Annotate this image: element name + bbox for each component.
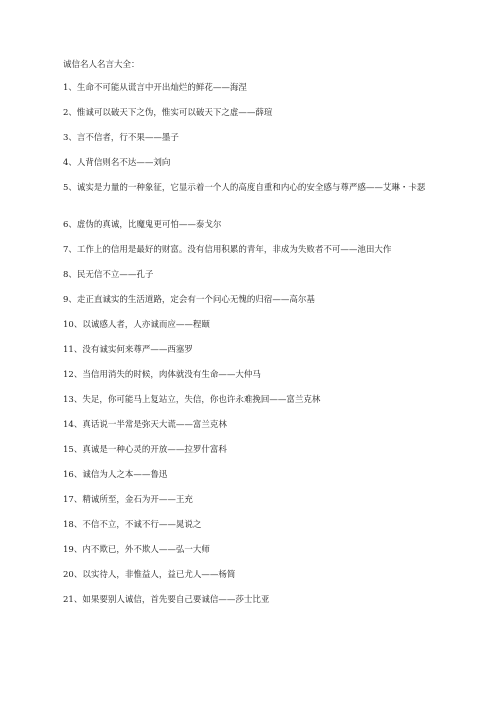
quote-item: 2、惟诚可以破天下之伪，惟实可以破天下之虚——薛瑄: [63, 108, 273, 118]
quote-list: [63, 82, 443, 619]
quote-item: 11、没有诚实何来尊严——西塞罗: [63, 345, 193, 355]
quote-item: 13、失足，你可能马上复站立，失信，你也许永难挽回——富兰克林: [63, 395, 321, 405]
quote-item: 19、内不欺已，外不欺人——弘一大师: [63, 545, 210, 555]
quote-item: 10、以诚感人者，人亦诚而应——程颐: [63, 320, 210, 330]
quote-item: 9、走正直诚实的生活道路，定会有一个问心无愧的归宿——高尔基: [63, 295, 315, 305]
quote-item: 12、当信用消失的时候，肉体就没有生命——大仲马: [63, 370, 261, 380]
document-title: 诚信名人名言大全：: [63, 60, 140, 70]
quote-item: 21、如果要别人诚信，首先要自己要诚信——莎士比亚: [63, 595, 270, 605]
quote-item: 14、真话说一半常是弥天大谎——富兰克林: [63, 420, 227, 430]
quote-item: 6、虚伪的真诚，比魔鬼更可怕——泰戈尔: [63, 220, 222, 230]
quote-item: 15、真诚是一种心灵的开放——拉罗什富科: [63, 445, 227, 455]
quote-item: 3、言不信者，行不果——墨子: [63, 133, 179, 143]
quote-item: 5、诚实是力量的一种象征，它显示着一个人的高度自重和内心的安全感与尊严感——艾琳・卡瑟: [63, 183, 426, 193]
quote-item: 8、民无信不立——孔子: [63, 270, 154, 280]
quote-item: 4、人背信则名不达——刘向: [63, 158, 171, 168]
quote-item: 17、精诚所至，金石为开——王充: [63, 495, 193, 505]
quote-item: 7、工作上的信用是最好的财富。没有信用积累的青年，非成为失败者不可——池田大作: [63, 245, 392, 255]
quote-item: 20、以实待人，非惟益人，益已尤人——杨简: [63, 570, 236, 580]
quote-item: 18、不信不立，不诚不行——晁说之: [63, 520, 202, 530]
quote-item: 16、诚信为人之本——鲁迅: [63, 470, 168, 480]
quote-item: 1、生命不可能从谎言中开出灿烂的鲜花——海涅: [63, 83, 247, 93]
